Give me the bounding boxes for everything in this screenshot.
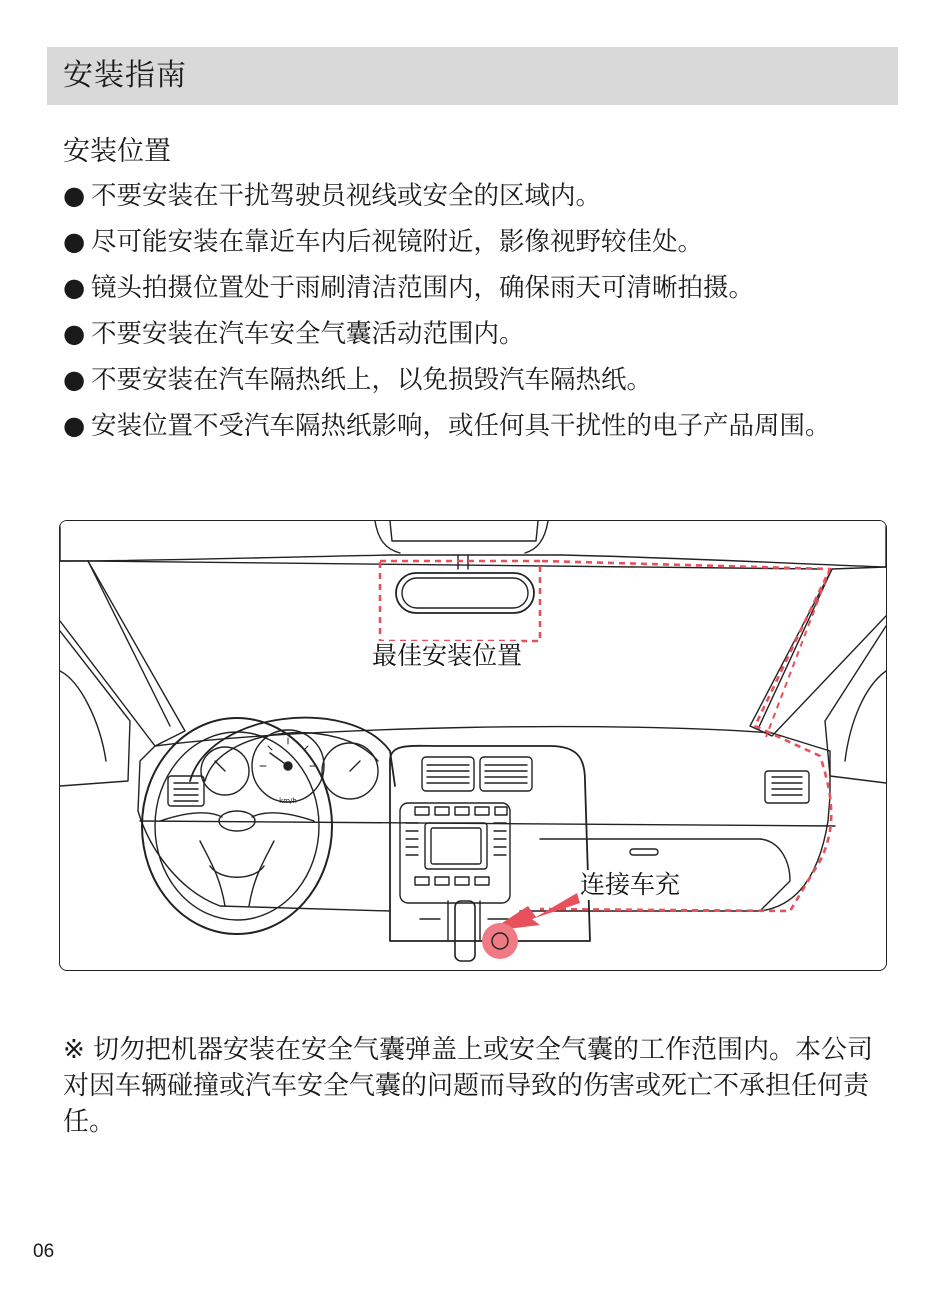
- list-item-text: 不要安装在汽车安全气囊活动范围内。: [91, 319, 525, 349]
- bullet-icon: ●: [63, 273, 86, 303]
- dashboard-drawing: [60, 521, 886, 970]
- list-item-text: 安装位置不受汽车隔热纸影响，或任何具干扰性的电子产品周围。: [91, 411, 831, 441]
- list-item: [63, 318, 893, 351]
- list-item: [63, 226, 893, 259]
- charger-label: 连接车充: [580, 870, 681, 899]
- bullet-icon: ●: [63, 319, 86, 349]
- car-interior-illustration: [59, 520, 887, 971]
- list-item: [63, 272, 893, 305]
- list-item-text: 不要安装在干扰驾驶员视线或安全的区域内。: [91, 181, 602, 211]
- safety-warning: ※ 切勿把机器安装在安全气囊弹盖上或安全气囊的工作范围内。本公司对因车辆碰撞或汽车安全气囊的问题而导致的伤害或死亡不承担任何责任。: [63, 1035, 874, 1137]
- page-number: 06: [33, 1241, 55, 1262]
- list-item: [63, 410, 893, 443]
- best-position-label: 最佳安装位置: [372, 641, 523, 670]
- list-item: [63, 180, 893, 213]
- list-item-text: 镜头拍摄位置处于雨刷清洁范围内，确保雨天可清晰拍摄。: [91, 273, 755, 303]
- bullet-icon: ●: [63, 365, 86, 395]
- list-item-text: 尽可能安装在靠近车内后视镜附近，影像视野较佳处。: [91, 227, 704, 257]
- bullet-icon: ●: [63, 227, 86, 257]
- section-subtitle: 安装位置: [63, 136, 171, 167]
- bullet-list: [63, 180, 893, 456]
- header-bar: [47, 47, 898, 105]
- page-title: 安装指南: [63, 58, 187, 93]
- list-item-text: 不要安装在汽车隔热纸上，以免损毁汽车隔热纸。: [91, 365, 653, 395]
- bullet-icon: ●: [63, 181, 86, 211]
- gauge-unit: km/h: [279, 797, 297, 805]
- bullet-icon: ●: [63, 411, 86, 441]
- list-item: [63, 364, 893, 397]
